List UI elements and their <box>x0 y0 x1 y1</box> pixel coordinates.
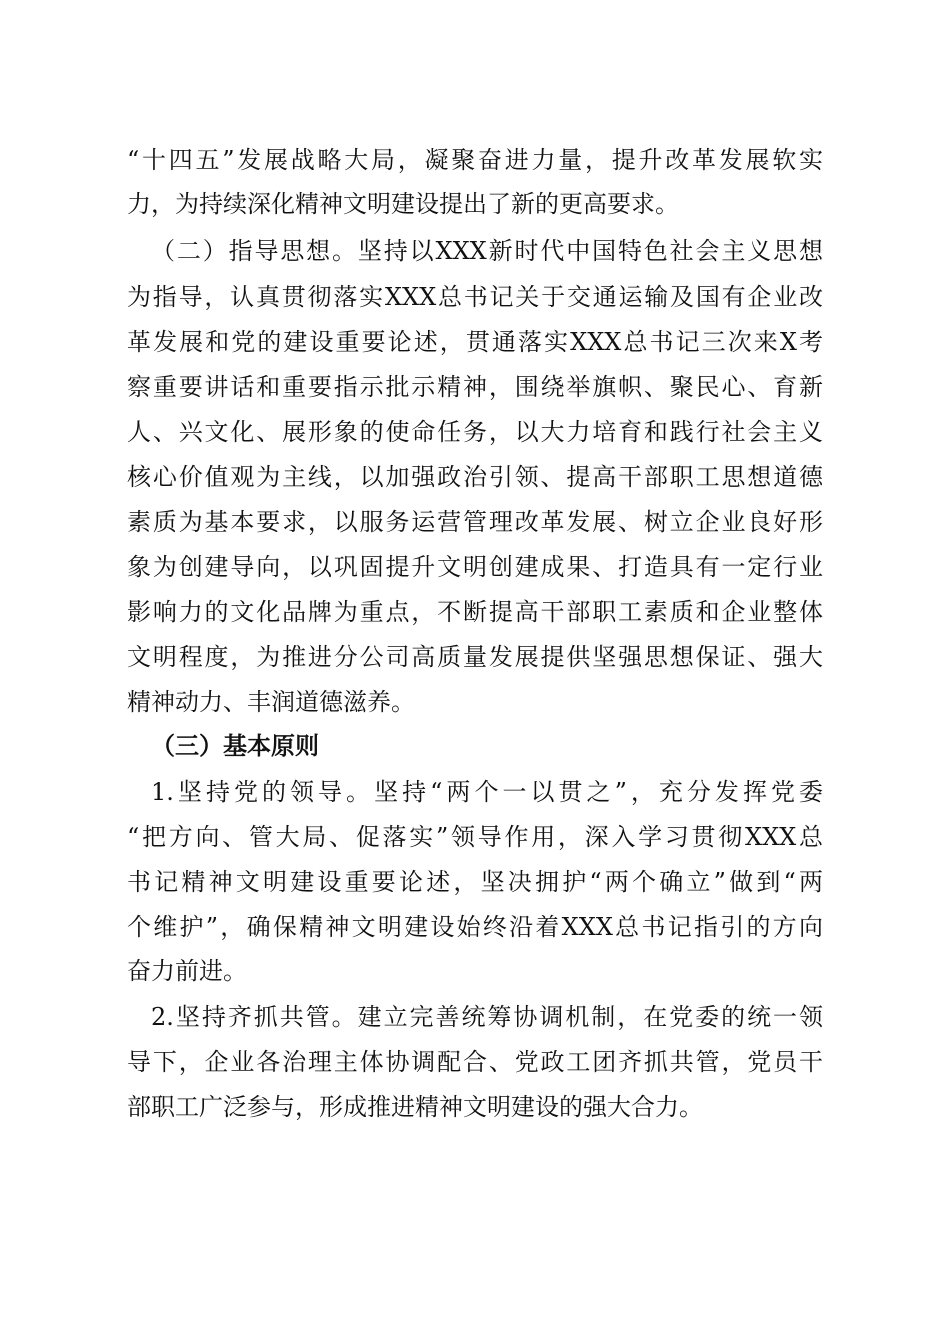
paragraph-line: “十四五”发展战略大局，凝聚奋进力量，提升改革发展软实 <box>127 146 823 174</box>
paragraph-line: 象为创建导向，以巩固提升文明创建成果、打造具有一定行业 <box>127 553 823 581</box>
paragraph-line: 文明程度，为推进分公司高质量发展提供坚强思想保证、强大 <box>127 643 823 671</box>
principle-2-line: 2.坚持齐抓共管。建立完善统筹协调机制，在党委的统一领 <box>151 1003 823 1031</box>
paragraph-line: 部职工广泛参与，形成推进精神文明建设的强大合力。 <box>127 1093 703 1121</box>
principle-1-line: 1.坚持党的领导。坚持“两个一以贯之”，充分发挥党委 <box>151 778 823 806</box>
paragraph-line: “把方向、管大局、促落实”领导作用，深入学习贯彻XXX总 <box>127 823 823 851</box>
paragraph-line: 为指导，认真贯彻落实XXX总书记关于交通运输及国有企业改 <box>127 283 823 311</box>
paragraph-line: 力，为持续深化精神文明建设提出了新的更高要求。 <box>127 190 679 218</box>
paragraph-line: 个维护”，确保精神文明建设始终沿着XXX总书记指引的方向 <box>127 913 823 941</box>
paragraph-line: 影响力的文化品牌为重点，不断提高干部职工素质和企业整体 <box>127 598 823 626</box>
section-heading-guiding-ideology: （二）指导思想。坚持以XXX新时代中国特色社会主义思想 <box>151 237 823 265</box>
paragraph-line: 书记精神文明建设重要论述，坚决拥护“两个确立”做到“两 <box>127 868 823 896</box>
paragraph-line: 奋力前进。 <box>127 957 247 985</box>
paragraph-line: 革发展和党的建设重要论述，贯通落实XXX总书记三次来X考 <box>127 328 823 356</box>
paragraph-line: 核心价值观为主线，以加强政治引领、提高干部职工思想道德 <box>127 463 823 491</box>
section-heading-basic-principles: （三）基本原则 <box>151 731 319 760</box>
paragraph-line: 察重要讲话和重要指示批示精神，围绕举旗帜、聚民心、育新 <box>127 373 823 401</box>
paragraph-line: 素质为基本要求，以服务运营管理改革发展、树立企业良好形 <box>127 508 823 536</box>
paragraph-line: 导下，企业各治理主体协调配合、党政工团齐抓共管，党员干 <box>127 1048 823 1076</box>
paragraph-line: 精神动力、丰润道德滋养。 <box>127 688 415 716</box>
paragraph-line: 人、兴文化、展形象的使命任务，以大力培育和践行社会主义 <box>127 418 823 446</box>
